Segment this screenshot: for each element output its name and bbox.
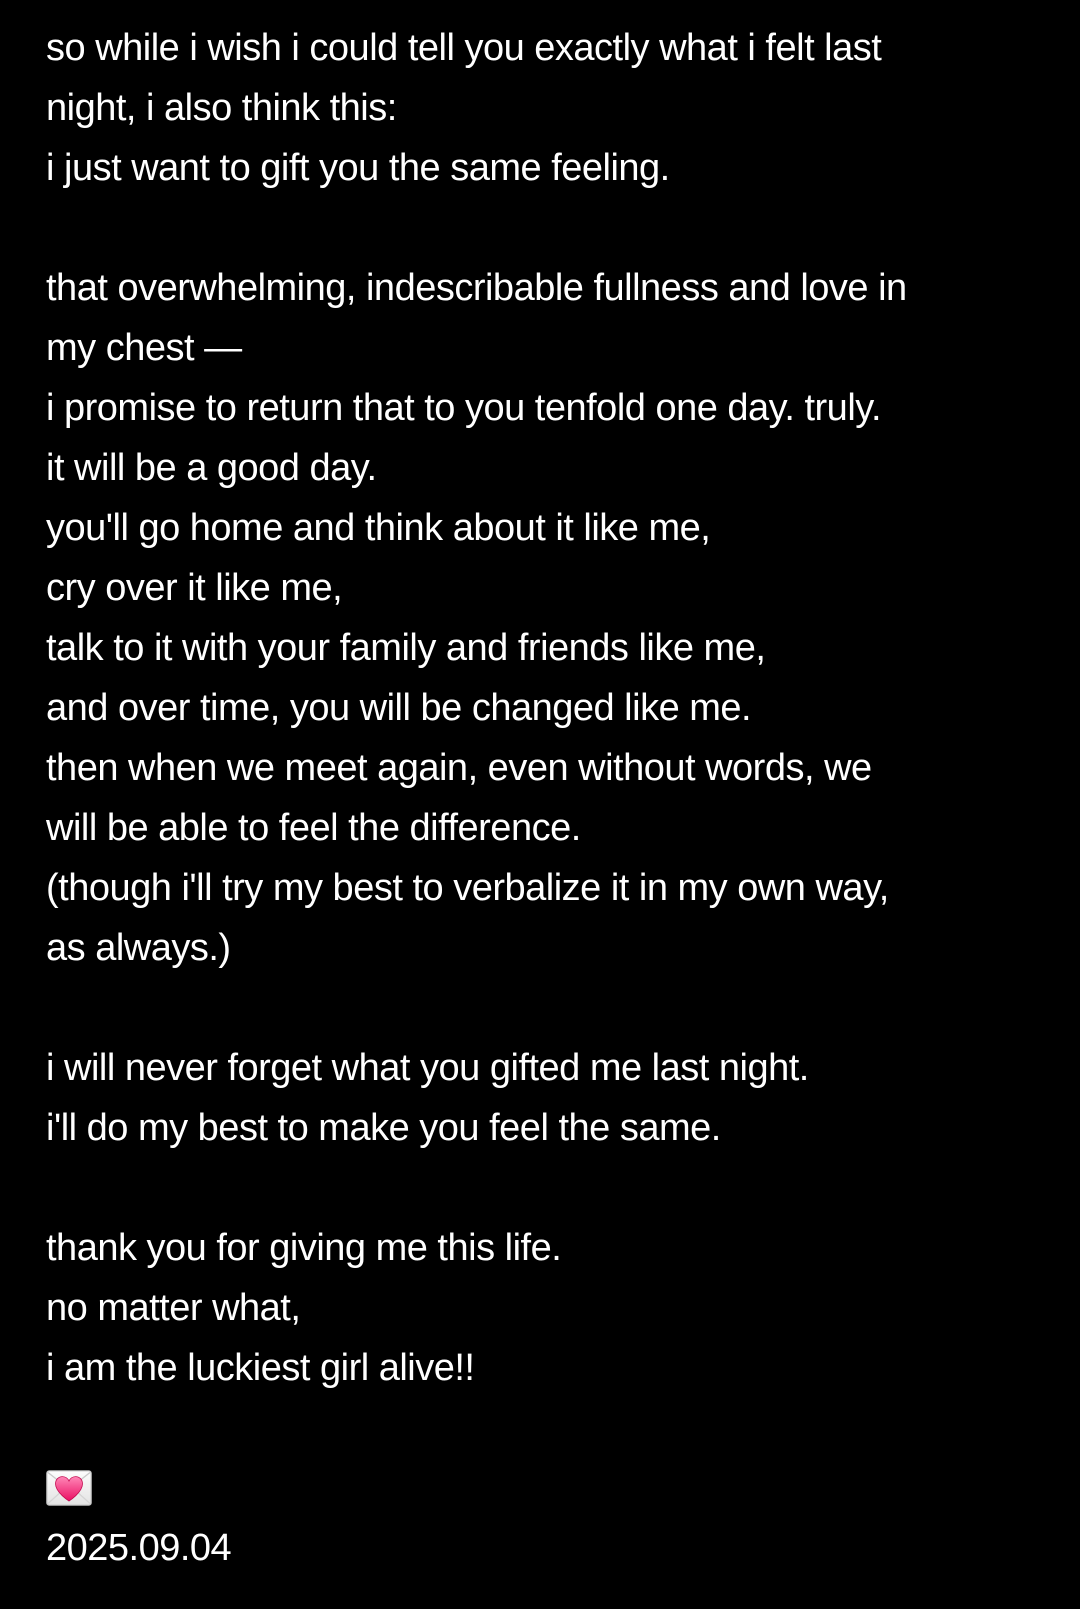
note-line: will be able to feel the difference. <box>46 807 581 849</box>
date-text: 2025.09.04 <box>46 1527 232 1569</box>
note-line: that overwhelming, indescribable fullness and love in <box>46 267 907 309</box>
note-line: then when we meet again, even without words, we <box>46 747 872 789</box>
note-line: it will be a good day. <box>46 447 377 489</box>
note-blank-line <box>46 978 1056 1038</box>
note-line: i'll do my best to make you feel the same. <box>46 1107 721 1149</box>
note-blank-line <box>46 1398 1056 1458</box>
emoji-line <box>46 1458 1056 1518</box>
note-line: as always.) <box>46 927 231 969</box>
note-line: talk to it with your family and friends like me, <box>46 627 766 669</box>
note-line: (though i'll try my best to verbalize it in my own way, <box>46 867 889 909</box>
note-line: i am the luckiest girl alive!! <box>46 1347 475 1389</box>
note-blank-line <box>46 198 1056 258</box>
note-line: night, i also think this: <box>46 87 397 129</box>
note-body <box>46 18 1056 1578</box>
note-line: no matter what, <box>46 1287 301 1329</box>
note-line: my chest — <box>46 327 242 369</box>
note-line: and over time, you will be changed like me. <box>46 687 752 729</box>
note-line: you'll go home and think about it like me, <box>46 507 711 549</box>
note-blank-line <box>46 1158 1056 1218</box>
note-line: i just want to gift you the same feeling. <box>46 147 670 189</box>
love-letter-emoji-icon <box>46 1470 92 1506</box>
note-line: i will never forget what you gifted me last night. <box>46 1047 809 1089</box>
note-line: so while i wish i could tell you exactly what i felt last <box>46 27 882 69</box>
note-line: thank you for giving me this life. <box>46 1227 562 1269</box>
note-line: i promise to return that to you tenfold one day. truly. <box>46 387 881 429</box>
note-line: cry over it like me, <box>46 567 343 609</box>
